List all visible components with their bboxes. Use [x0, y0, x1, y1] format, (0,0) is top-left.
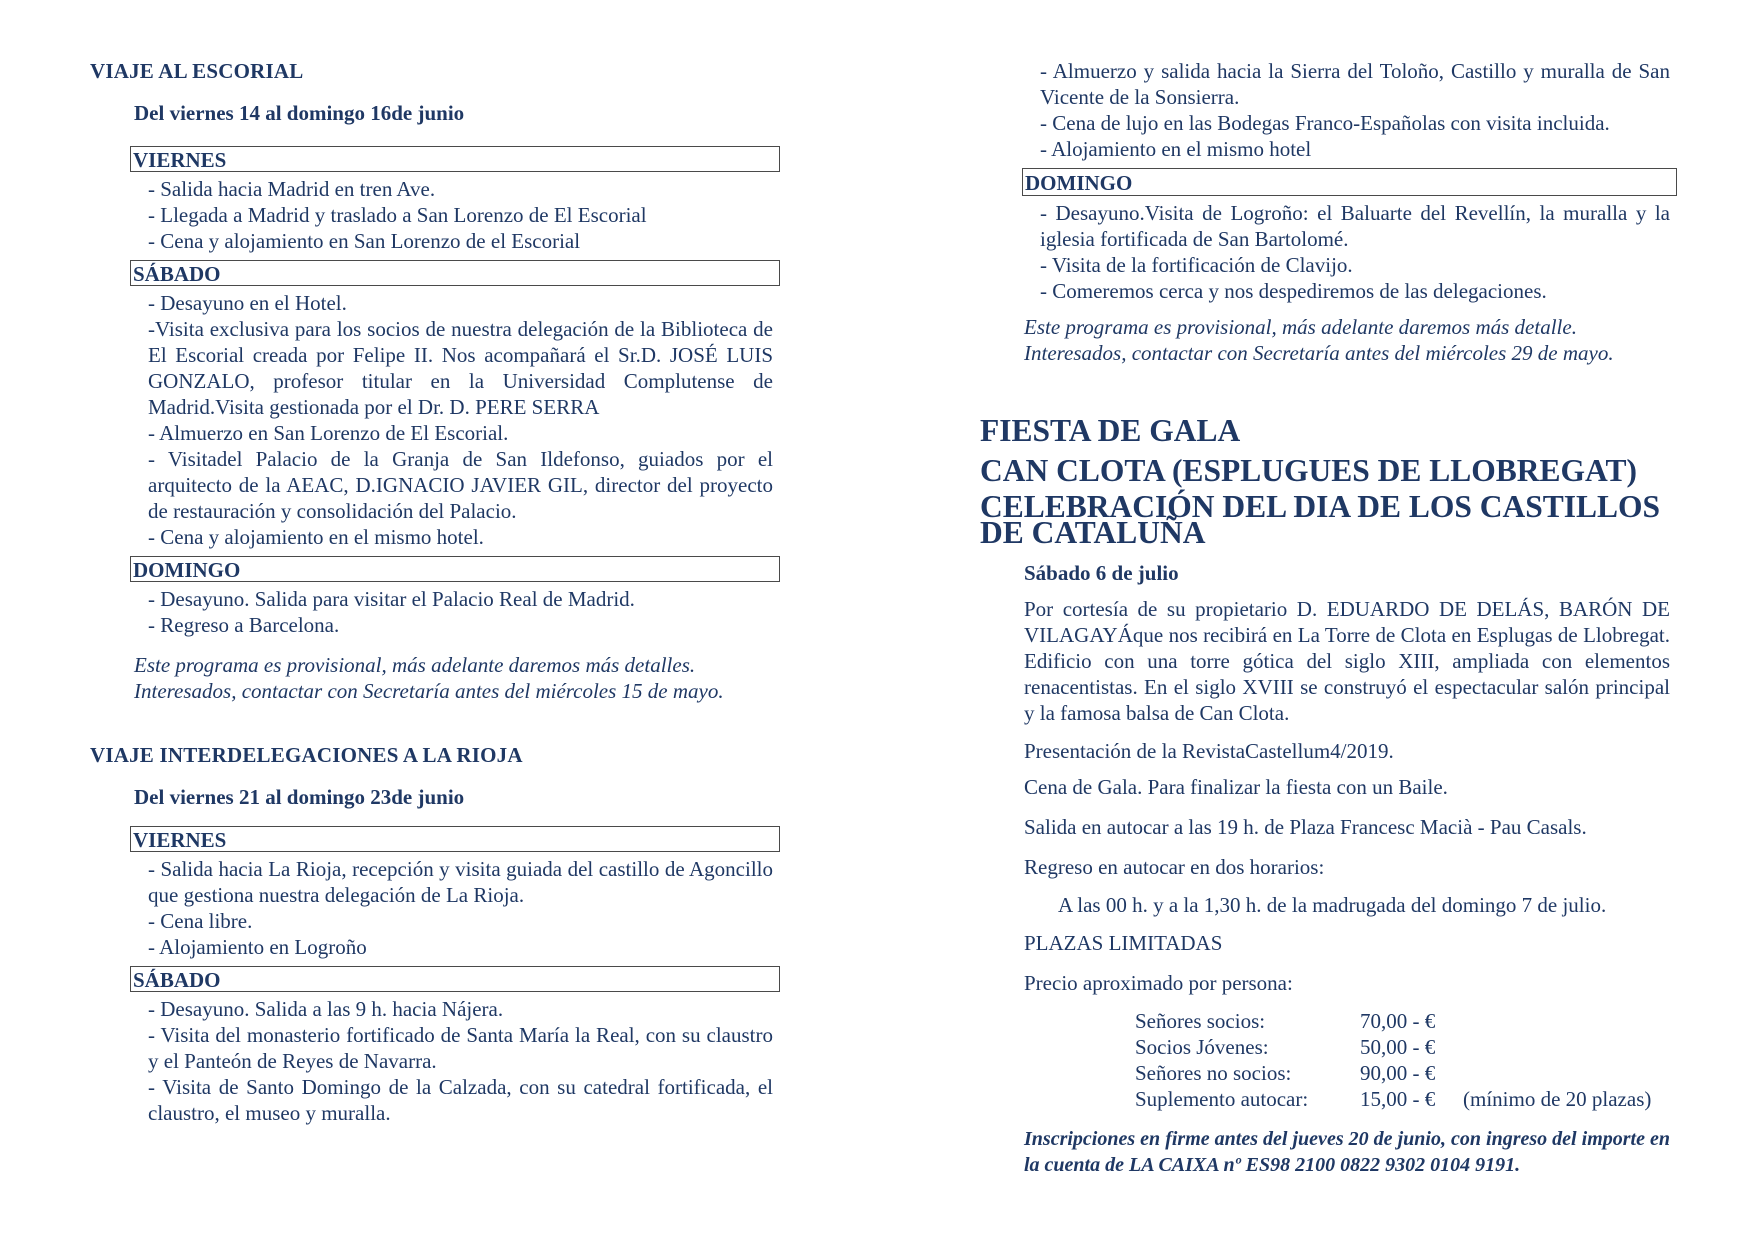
escorial-title: VIAJE AL ESCORIAL — [90, 59, 304, 83]
price-row — [1135, 1034, 1651, 1060]
list-item: - Desayuno en el Hotel. — [148, 291, 347, 315]
right-column — [980, 58, 1670, 1178]
rioja-domingo-list — [1040, 200, 1670, 304]
list-item: - Cena de lujo en las Bodegas Franco-Españolas con visita incluida. — [1040, 111, 1610, 135]
escorial-domingo-header: DOMINGO — [130, 556, 780, 582]
note-line: Interesados, contactar con Secretaría antes del miércoles 15 de mayo. — [134, 679, 724, 703]
left-column — [90, 58, 790, 1126]
list-item: - Alojamiento en el mismo hotel — [1040, 137, 1312, 161]
list-item: - Comeremos cerca y nos despediremos de las delegaciones. — [1040, 279, 1547, 303]
list-item: - Desayuno. Salida a las 9 h. hacia Nájera. — [148, 997, 504, 1021]
fiesta-precio-label: Precio aproximado por persona: — [1024, 971, 1293, 995]
price-label: Socios Jóvenes: — [1135, 1035, 1269, 1059]
price-note: (mínimo de 20 plazas) — [1463, 1087, 1652, 1111]
rioja-domingo-header: DOMINGO — [1022, 168, 1677, 196]
price-amount: 15,00 - € — [1360, 1087, 1436, 1111]
fiesta-inscripciones: Inscripciones en firme antes del jueves 20 de junio, con ingreso del importe en la cuenta de LA CAIXA nº ES98 2100 0822 9302 0104 9191. — [1024, 1128, 1670, 1176]
price-table — [1135, 1008, 1651, 1112]
rioja-sabado-header: SÁBADO — [130, 966, 780, 992]
price-amount: 90,00 - € — [1360, 1061, 1436, 1085]
fiesta-horarios: A las 00 h. y a la 1,30 h. de la madrugada del domingo 7 de julio. — [1058, 893, 1607, 917]
price-row — [1135, 1086, 1651, 1112]
note-line: Este programa es provisional, más adelante daremos más detalles. — [134, 653, 696, 677]
rioja-viernes-list — [148, 856, 773, 960]
price-label: Señores socios: — [1135, 1009, 1266, 1033]
rioja-viernes-header: VIERNES — [130, 826, 780, 852]
list-item: - Almuerzo en San Lorenzo de El Escorial. — [148, 421, 509, 445]
price-note — [1463, 1034, 1651, 1060]
fiesta-venue: CAN CLOTA (ESPLUGUES DE LLOBREGAT) — [980, 453, 1637, 488]
fiesta-title: FIESTA DE GALA — [980, 413, 1241, 448]
escorial-sabado-header: SÁBADO — [130, 260, 780, 286]
price-amount: 70,00 - € — [1360, 1009, 1436, 1033]
list-item: - Visita del monasterio fortificado de Santa María la Real, con su claustro y el Panteón de Reyes de Navarra. — [148, 1023, 773, 1073]
list-item: -Visita exclusiva para los socios de nuestra delegación de la Biblioteca de El Escorial creada por Felipe II. Nos acompañará el Sr.D. JOSÉ LUIS GONZALO, profesor titular en la Universidad Complutense de Madrid.Visita gestionada por el Dr. D. PERE SERRA — [148, 317, 773, 419]
rioja-sabado-continued-list — [1040, 58, 1670, 162]
list-item: - Desayuno. Salida para visitar el Palacio Real de Madrid. — [148, 587, 635, 611]
list-item: - Salida hacia Madrid en tren Ave. — [148, 177, 436, 201]
fiesta-date: Sábado 6 de julio — [1024, 561, 1179, 585]
escorial-note — [134, 652, 794, 704]
list-item: - Visita de Santo Domingo de la Calzada, con su catedral fortificada, el claustro, el museo y muralla. — [148, 1075, 773, 1125]
rioja-sabado-list — [148, 996, 773, 1126]
rioja-title: VIAJE INTERDELEGACIONES A LA RIOJA — [90, 743, 523, 767]
fiesta-cena: Cena de Gala. Para finalizar la fiesta con un Baile. — [1024, 775, 1448, 799]
list-item: - Almuerzo y salida hacia la Sierra del Toloño, Castillo y muralla de San Vicente de la Sonsierra. — [1040, 59, 1670, 109]
price-row — [1135, 1008, 1651, 1034]
list-item: - Alojamiento en Logroño — [148, 935, 367, 959]
list-item: - Salida hacia La Rioja, recepción y visita guiada del castillo de Agoncillo que gestiona nuestra delegación de La Rioja. — [148, 857, 773, 907]
fiesta-celebration: CELEBRACIÓN DEL DIA DE LOS CASTILLOS DE CATALUÑA — [980, 489, 1661, 550]
list-item: - Regreso a Barcelona. — [148, 613, 340, 637]
price-note — [1463, 1008, 1651, 1034]
list-item: - Llegada a Madrid y traslado a San Lorenzo de El Escorial — [148, 203, 647, 227]
fiesta-presentacion: Presentación de la RevistaCastellum4/2019. — [1024, 739, 1394, 763]
note-line: Interesados, contactar con Secretaría antes del miércoles 29 de mayo. — [1024, 341, 1614, 365]
price-label: Suplemento autocar: — [1135, 1087, 1309, 1111]
list-item: - Desayuno.Visita de Logroño: el Baluarte del Revellín, la muralla y la iglesia fortificada de San Bartolomé. — [1040, 201, 1670, 251]
escorial-domingo-list — [148, 586, 773, 638]
note-line: Este programa es provisional, más adelante daremos más detalle. — [1024, 315, 1577, 339]
fiesta-regreso: Regreso en autocar en dos horarios: — [1024, 855, 1325, 879]
rioja-note — [1024, 314, 1670, 366]
fiesta-salida: Salida en autocar a las 19 h. de Plaza Francesc Macià - Pau Casals. — [1024, 815, 1587, 839]
list-item: - Visitadel Palacio de la Granja de San Ildefonso, guiados por el arquitecto de la AEAC, D.IGNACIO JAVIER GIL, director del proyecto de restauración y consolidación del Palacio. — [148, 447, 773, 523]
escorial-sabado-list — [148, 290, 773, 550]
price-amount: 50,00 - € — [1360, 1035, 1436, 1059]
list-item: - Cena y alojamiento en San Lorenzo de el Escorial — [148, 229, 581, 253]
price-note — [1463, 1060, 1651, 1086]
escorial-viernes-list — [148, 176, 773, 254]
list-item: - Cena y alojamiento en el mismo hotel. — [148, 525, 484, 549]
rioja-dates: Del viernes 21 al domingo 23de junio — [134, 785, 465, 809]
price-row — [1135, 1060, 1651, 1086]
price-label: Señores no socios: — [1135, 1061, 1292, 1085]
fiesta-plazas: PLAZAS LIMITADAS — [1024, 931, 1223, 955]
list-item: - Cena libre. — [148, 909, 253, 933]
fiesta-intro: Por cortesía de su propietario D. EDUARDO DE DELÁS, BARÓN DE VILAGAYÁque nos recibirá en La Torre de Clota en Esplugas de Llobregat. Edificio con una torre gótica del siglo XIII, ampliada con elementos renacentistas. En el siglo XVIII se construyó el espectacular salón principal y la famosa balsa de Can Clota. — [1024, 597, 1670, 725]
escorial-dates: Del viernes 14 al domingo 16de junio — [134, 101, 465, 125]
escorial-viernes-header: VIERNES — [130, 146, 780, 172]
list-item: - Visita de la fortificación de Clavijo. — [1040, 253, 1353, 277]
